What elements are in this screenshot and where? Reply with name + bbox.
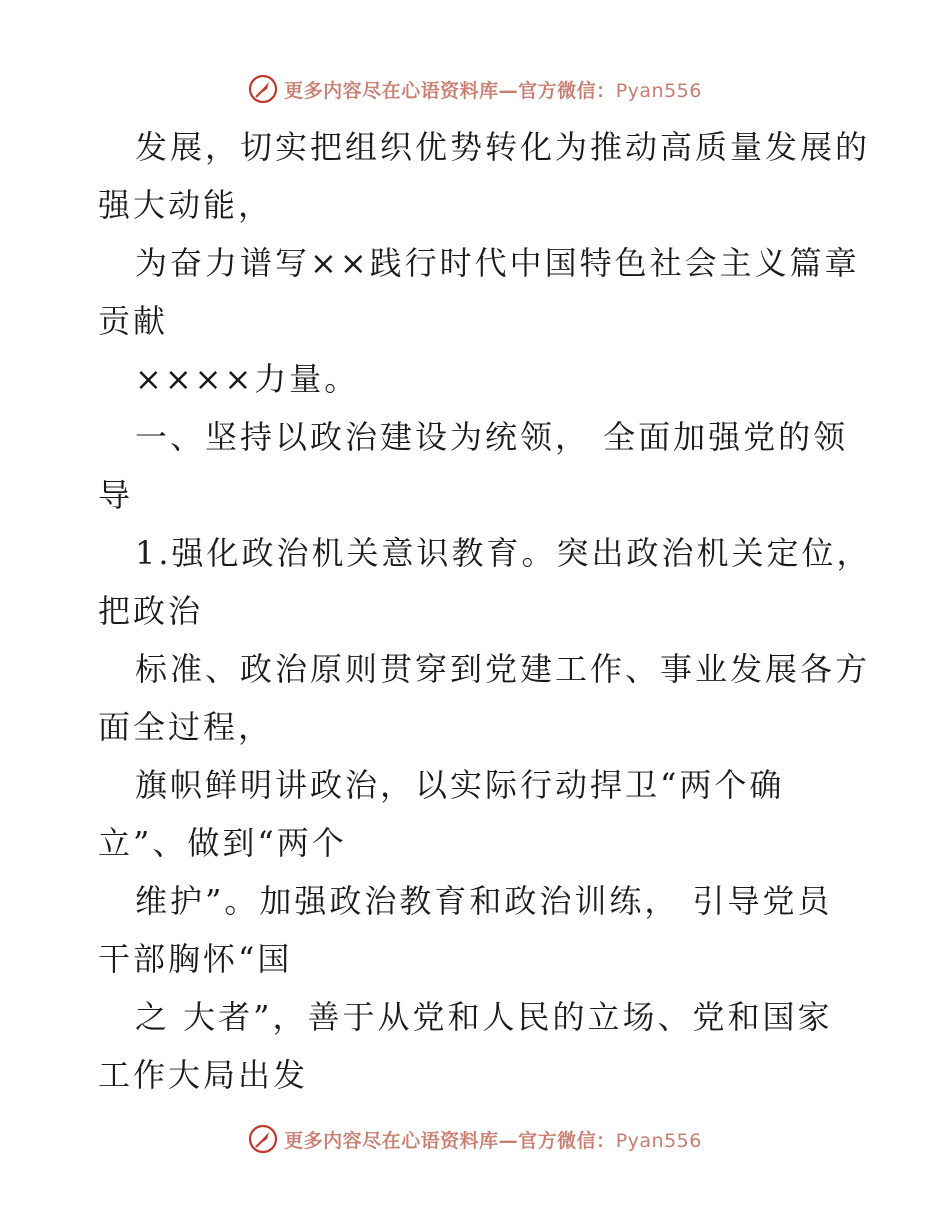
section-heading: 一、坚持以政治建设为统领， 全面加强党的领 xyxy=(135,418,849,456)
text-line: 标准、政治原则贯穿到党建工作、事业发展各方 xyxy=(135,650,871,688)
section-heading-cont: 导 xyxy=(98,476,134,514)
watermark-dash: — xyxy=(498,1129,519,1152)
watermark-handle: Pyan556 xyxy=(615,79,702,102)
watermark-text xyxy=(284,76,702,103)
text-line: 干部胸怀“国 xyxy=(98,940,293,978)
feather-pen-icon xyxy=(248,1124,278,1154)
text-line: 工作大局出发 xyxy=(98,1056,309,1094)
subsection-heading: 1.强化政治机关意识教育。突出政治机关定位， xyxy=(135,534,872,572)
watermark-label: 官方微信： xyxy=(518,79,616,102)
text-line: 发展，切实把组织优势转化为推动高质量发展的 xyxy=(135,128,871,166)
text-line: 把政治 xyxy=(98,592,204,630)
watermark-brand: 更多内容尽在心语资料库 xyxy=(284,1129,499,1152)
text-line: 立”、做到“两个 xyxy=(98,824,347,862)
text-line: 强大动能， xyxy=(98,186,274,224)
text-line: ××××力量。 xyxy=(135,360,360,398)
text-line: 旗帜鲜明讲政治，以实际行动捍卫“两个确 xyxy=(135,766,785,804)
footer-watermark xyxy=(0,1124,950,1154)
watermark-handle: Pyan556 xyxy=(615,1129,702,1152)
text-line: 为奋力谱写××践行时代中国特色社会主义篇章 xyxy=(135,244,860,282)
text-line: 之 大者”，善于从党和人民的立场、党和国家 xyxy=(135,998,833,1036)
text-line: 面全过程， xyxy=(98,708,274,746)
watermark-dash: — xyxy=(498,79,519,102)
text-line: 维护”。加强政治教育和政治训练， 引导党员 xyxy=(135,882,833,920)
watermark-label: 官方微信： xyxy=(518,1129,616,1152)
watermark-text xyxy=(284,1126,702,1153)
watermark-brand: 更多内容尽在心语资料库 xyxy=(284,79,499,102)
text-line: 贡献 xyxy=(98,302,169,340)
feather-pen-icon xyxy=(248,74,278,104)
header-watermark xyxy=(0,74,950,104)
